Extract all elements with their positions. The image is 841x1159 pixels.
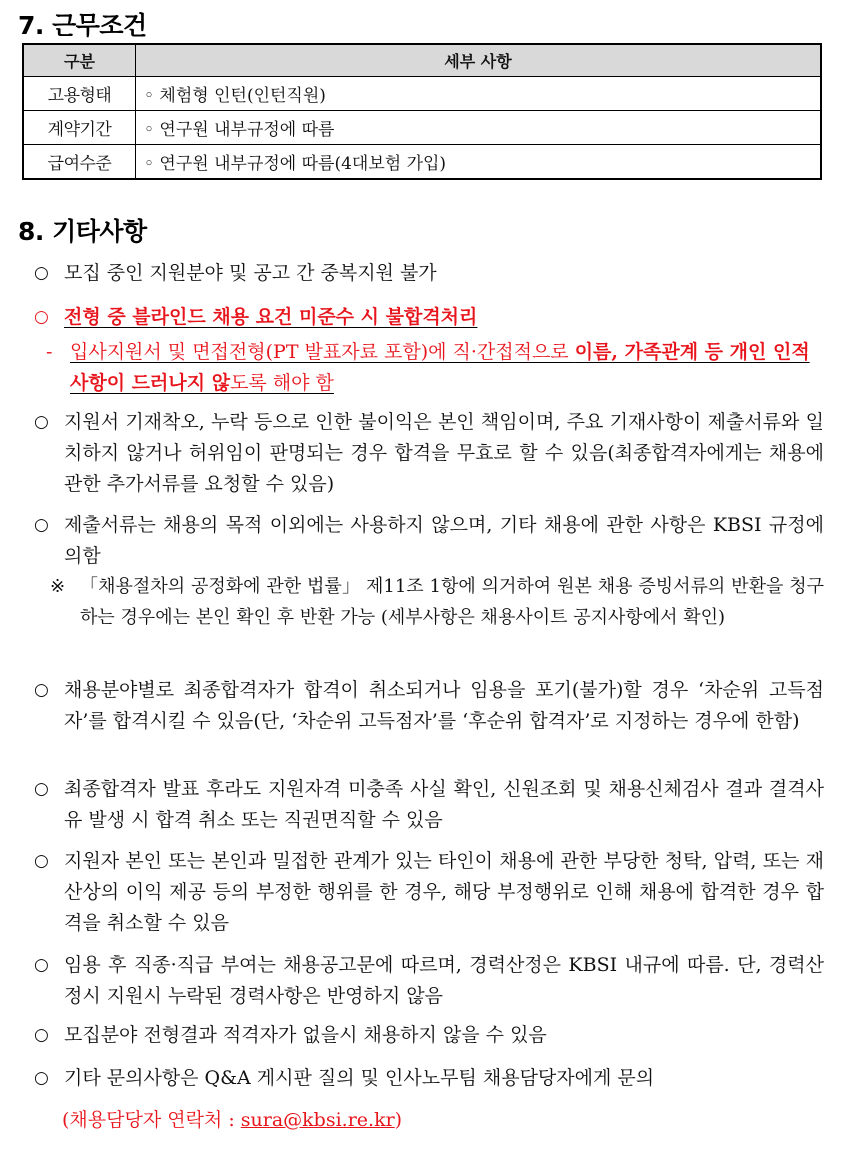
list-item-text: 전형 중 블라인드 채용 요건 미준수 시 불합격처리 (64, 306, 478, 328)
list-item-text: 임용 후 직종·직급 부여는 채용공고문에 따르며, 경력산정은 KBSI 내규에 따름. 단, 경력산정시 지원시 누락된 경력사항은 반영하지 않음 (64, 954, 824, 1007)
header-details: 세부 사항 (136, 44, 822, 77)
list-item-text: 모집 중인 지원분야 및 공고 간 중복지원 불가 (64, 262, 437, 284)
row-label: 급여수준 (23, 145, 136, 180)
circle-bullet-icon: ○ (34, 307, 49, 327)
row-label: 고용형태 (23, 77, 136, 111)
list-item-text: 기타 문의사항은 Q&A 게시판 질의 및 인사노무팀 채용담당자에게 문의 (64, 1067, 655, 1089)
list-item-text: 지원서 기재착오, 누락 등으로 인한 불이익은 본인 책임이며, 주요 기재사항이 제출서류와 일치하지 않거나 허위임이 판명되는 경우 합격을 무효로 할 수 있음(최종합격자에게는 채용에 관한 추가서류를 요청할 수 있음) (64, 411, 824, 495)
table-row (23, 111, 821, 145)
row-value: ◦ 체험형 인턴(인턴직원) (136, 77, 822, 111)
header-category: 구분 (23, 44, 136, 77)
list-item-text: 모집분야 전형결과 적격자가 없을시 채용하지 않을 수 있음 (64, 1024, 547, 1046)
dash-marker: - (46, 341, 53, 363)
list-item-text: 최종합격자 발표 후라도 지원자격 미충족 사실 확인, 신원조회 및 채용신체검사 결과 결격사유 발생 시 합격 취소 또는 직권면직할 수 있음 (64, 778, 824, 831)
list-item-blind (34, 302, 824, 333)
table-header-row (23, 44, 821, 77)
table-row (23, 77, 821, 111)
row-label: 계약기간 (23, 111, 136, 145)
row-value: ◦ 연구원 내부규정에 따름(4대보험 가입) (136, 145, 822, 180)
list-item (34, 407, 824, 500)
recruiter-contact (62, 1105, 402, 1132)
circle-bullet-icon: ○ (34, 1068, 49, 1088)
list-item (34, 1063, 824, 1094)
contact-label: (채용담당자 연락처 : (62, 1109, 241, 1131)
legal-note-text: 「채용절차의 공정화에 관한 법률」 제11조 1항에 의거하여 원본 채용 증빙서류의 반환을 청구하는 경우에는 본인 확인 후 반환 가능 (세부사항은 채용사이트 공지사항에서 확인) (80, 576, 824, 628)
blind-sub-part3: 도록 해야 함 (230, 372, 334, 394)
circle-bullet-icon: ○ (34, 779, 49, 799)
list-item (34, 1020, 824, 1051)
legal-note (50, 571, 824, 633)
list-item (34, 774, 824, 836)
row-value: ◦ 연구원 내부규정에 따름 (136, 111, 822, 145)
circle-bullet-icon: ○ (34, 851, 49, 871)
blind-sub-part2: 이름, 가족관계 등 개인 인적사항이 드러나지 않 (70, 341, 810, 394)
circle-bullet-icon: ○ (34, 955, 49, 975)
blind-sub-text (70, 337, 824, 399)
section-8-title: 8. 기타사항 (18, 217, 147, 246)
list-item-text: 지원자 본인 또는 본인과 밀접한 관계가 있는 타인이 채용에 관한 부당한 청탁, 압력, 또는 재산상의 이익 제공 등의 부정한 행위를 한 경우, 해당 부정행위로 인해 채용에 합격한 경우 합격을 취소할 수 있음 (64, 850, 824, 934)
list-item-text: 제출서류는 채용의 목적 이외에는 사용하지 않으며, 기타 채용에 관한 사항은 KBSI 규정에 의함 (64, 514, 824, 567)
blind-sub-part1: 입사지원서 및 면접전형(PT 발표자료 포함)에 직·간접적으로 (70, 341, 575, 363)
circle-bullet-icon: ○ (34, 680, 49, 700)
circle-bullet-icon: ○ (34, 515, 49, 535)
table-row (23, 145, 821, 180)
list-item (34, 846, 824, 939)
circle-bullet-icon: ○ (34, 412, 49, 432)
circle-bullet-icon: ○ (34, 263, 49, 283)
list-item (34, 675, 824, 737)
section-7-title: 7. 근무조건 (18, 11, 147, 40)
work-conditions-table (22, 43, 822, 180)
list-item-text: 채용분야별로 최종합격자가 합격이 취소되거나 임용을 포기(불가)할 경우 ‘차순위 고득점자’를 합격시킬 수 있음(단, ‘차순위 고득점자’를 ‘후순위 합격자’로 지정하는 경우에 한함) (64, 679, 824, 732)
list-item (34, 258, 824, 289)
contact-close: ) (394, 1109, 403, 1131)
contact-email-link[interactable]: sura@kbsi.re.kr (240, 1109, 395, 1131)
reference-mark-icon: ※ (50, 576, 66, 597)
list-item (34, 510, 824, 572)
blind-sub-item (46, 337, 824, 399)
list-item (34, 950, 824, 1012)
circle-bullet-icon: ○ (34, 1025, 49, 1045)
